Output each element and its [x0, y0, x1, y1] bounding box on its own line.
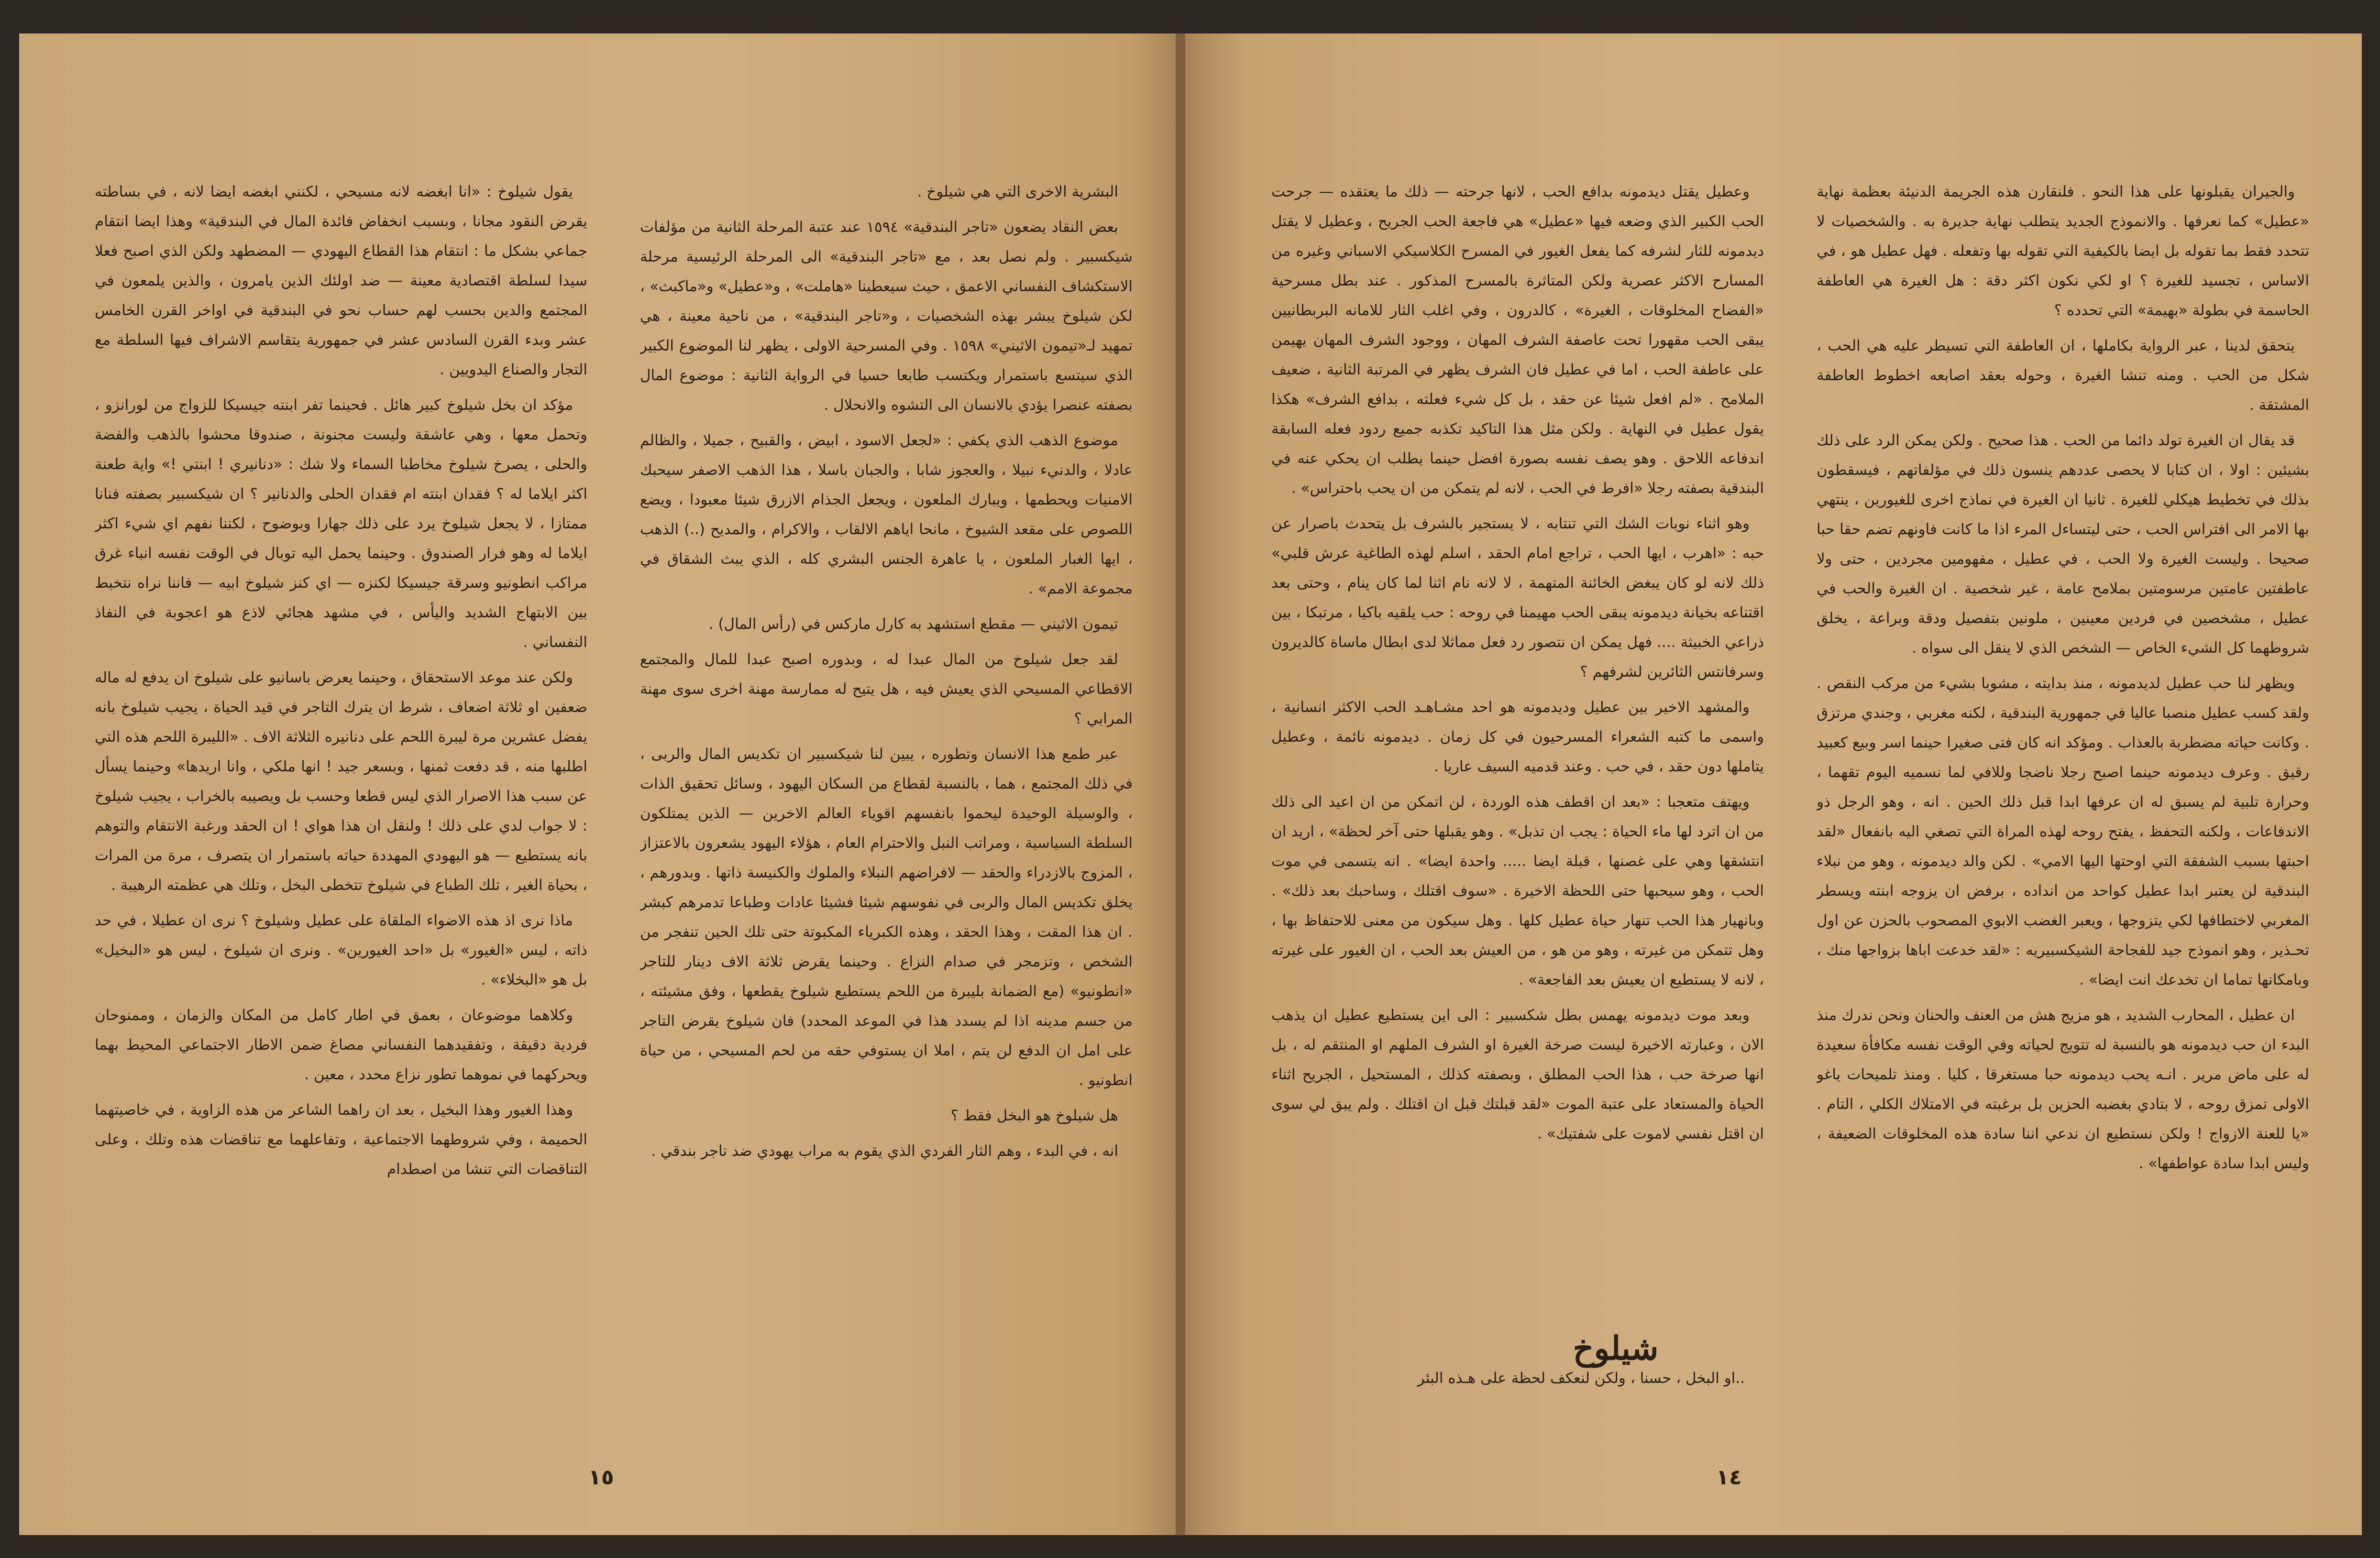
right-page-left-column: [1271, 177, 1764, 1315]
paragraph: انه ، في البدء ، وهم الثار الفردي الذي يقوم به مراب يهودي ضد تاجر بندقي .: [651, 1142, 1118, 1160]
right-page-right-column: [1817, 177, 2309, 1401]
paragraph: يقول شيلوخ : «انا ابغضه لانه مسيحي ، لكنني ابغضه ايضا لانه ، في بساطته يقرض النقود مجانا ، وبسبب انخفاض فائدة المال في البندقية» وهذا ايضا انتقام جماعي بشكل ما : انتقام هذا القطاع اليهودي — المضطهد ولكن الذي اصبح فعلا سيدا لسلطة اقتصادية معينة — ضد اولئك الذين يامرون ، والذين يلمعون في المجتمع والدين بحسب لهم حساب نحو في البندقية في اواخر القرن الخامس عشر وبدء القرن السادس عشر في جمهورية يتقاسم الاشراف فيها السلطة مع التجار والصناع اليدويين .: [95, 183, 587, 378]
page-number-15: ١٥: [588, 1465, 614, 1490]
paragraph: تيمون الاثيني — مقطع استشهد به كارل ماركس في (رأس المال) .: [708, 615, 1118, 633]
paragraph: عبر طمع هذا الانسان وتطوره ، يبين لنا شيكسبير ان تكديس المال والربى ، في ذلك المجتمع ، هما ، بالنسبة لقطاع من السكان اليهود ، وسائل تحقيق الذات ، والوسيلة الوحيدة ليحموا بانفسهم اقوياء العالم الاخرين — الذين يمتلكون السلطة السياسية ، ومراتب النبل والاحترام العام ، هؤلاء اليهود يشعرون بالاعتزاز ، المزوج بالازدراء والحقد — لافراضهم النبلاء والملوك والكنيسة ذاتها . وبدورهم ، يخلق تكديس المال والربى في نفوسهم شيئا فشيئا عادات وطباعا تدمرهم كبشر . ان هذا المقت ، وهذا الحقد ، وهذه الكبرياء المكبوتة حتى تلك الحين تنفجر من الشخص ، وتزمجر في صدام النزاع . وحينما يقرض ثلاثة الاف دينار للتاجر «انطونيو» (مع الضمانة بليبرة من اللحم يستطيع شيلوخ يقطعها ، وفق مشيئته ، من جسم مدينه اذا لم يسدد هذا في الموعد المحدد) فان شيلوخ يقرض التاجر على امل ان الدفع لن يتم ، املا ان يستوفي حقه من لحم المسيحي ، من حياة انطونيو .: [640, 746, 1133, 1089]
paragraph: وعطيل يقتل ديدمونه بدافع الحب ، لانها جرحته — ذلك ما يعتقده — جرحت الحب الكبير الذي وضعه فيها «عطيل» هي فاجعة الحب الجريح ، وعطيل لا يقتل ديدمونه للثار لشرفه كما يفعل الغيور في المسرح الكلاسيكي الاسباني وغيره من المسارح الاكثر عصرية ولكن المتاثرة بالمسرح المذكور . عند بطل مسرحية «الفضاح المخلوقات ، الغيرة» ، كالدرون ، وفي اغلب الثار للامانه البربطانيين يبقى الحب مقهورا تحت عاصفة الشرف المهان ، ووجود الشرف المهان يهيمن على عاطفة الحب ، اما في عطيل فان الشرف يظهر في المرتبة الثانية ، ضعيف الملامح . «لم افعل شيئا عن حقد ، بل كل شيء فعلته ، بدافع الشرف» هكذا يقول عطيل في النهاية . ولكن مثل هذا التاكيد تكذبه جميع ردود فعله السابقة اندفاعه اللاحق . وهو يصف نفسه بصورة افضل حينما يطلب ان يحكي عنه في البندقية بصفته رجلا «افرط في الحب ، لانه لم يتمكن من ان يحب باحتراس» .: [1271, 183, 1764, 497]
paragraph: ويهتف متعجبا : «بعد ان اقطف هذه الوردة ، لن اتمكن من ان اعيد الى ذلك من ان اترد لها ماء الحياة : يجب ان تذبل» . وهو يقبلها حتى آخر لحظة» ، اريد ان انتشقها وهي على غصنها ، قبلة ايضا ..... واحدة ايضا» . انه يتسمى في موت الحب ، وهو سيحبها حتى اللحظة الاخيرة . «سوف اقتلك ، وساحبك بعد ذلك» . وبانهيار هذا الحب تنهار حياة عطيل كلها . وهل سيكون من معنى للاحتفاظ بها ، وهل تتمكن من غيرته ، وهو من هو ، من العيش بعد الحب ، ان الغيور على غيرته ، لانه لا يستطيع ان يعيش بعد الفاجعة» .: [1271, 793, 1764, 988]
paragraph: لقد جعل شيلوخ من المال عبدا له ، وبدوره اصبح عبدا للمال والمجتمع الاقطاعي المسيحي الذي يعيش فيه ، هل يتيح له ممارسة مهنة اخرى سوى مهنة المرابي ؟: [640, 651, 1133, 727]
paragraph: وكلاهما موضوعان ، بعمق في اطار كامل من المكان والزمان ، وممنوحان فردية دقيقة ، وتفقيدهما النفساني مصاغ ضمن الاطار الاجتماعي المحيط بهما ويحركهما في نموهما تطور نزاع محدد ، معين .: [95, 1007, 587, 1083]
paragraph: موضوع الذهب الذي يكفي : «لجعل الاسود ، ابيض ، والقبيح ، جميلا ، والظالم عادلا ، والدنيء نبيلا ، والعجوز شابا ، والجبان باسلا ، هذا الذهب الاصفر سيحبك الامنيات ويحطمها ، ويبارك الملعون ، ويجعل الجذام الازرق شيئا معبودا ، ويضع اللصوص على مقعد الشيوخ ، مانحا اياهم الالقاب ، والاكرام ، والمديح (..) الذهب ، ايها الغبار الملعون ، يا عاهرة الجنس البشري كله ، الذي يبث الشقاق في مجموعة الامم» .: [640, 432, 1133, 597]
paragraph: بعض النقاد يضعون «تاجر البندقية» ١٥٩٤ عند عتبة المرحلة الثانية من مؤلفات شيكسبير . ولم نصل بعد ، مع «تاجر البندقية» الى المرحلة الرئيسية مرحلة الاستكشاف النفساني الاعمق ، حيث سيعطينا «هاملت» ، و«عطيل» و«ماكبث» ، لكن شيلوخ يبشر بهذه الشخصيات ، و«تاجر البندقية» ، من ناحية معينة ، هي تمهيد لـ«تيمون الاثيني» ١٥٩٨ . وفي المسرحية الاولى ، يظهر لنا الموضوع الكبير الذي سيتسع باستمرار ويكتسب طابعا حسيا في الرواية الثانية : موضوع المال بصفته عنصرا يؤدي بالانسان الى التشوه والانحلال .: [640, 219, 1133, 414]
left-page: [19, 33, 1176, 1535]
paragraph: وبعد موت ديدمونه يهمس بطل شكسبير : الى اين يستطيع عطيل ان يذهب الان ، وعبارته الاخيرة ليست صرخة الغيرة او الشرف الملهم او المنتقم له ، بل انها صرخة حب ، هذا الحب المطلق ، وبصفته كذلك ، المستحيل ، الجريح اثناء الحياة والمستعاد على عتبة الموت «لقد قبلتك قبل ان اقتلك . ولم يبق لي سوى ان اقتل نفسي لاموت على شفتيك» .: [1271, 1007, 1764, 1142]
paragraph: ولكن عند موعد الاستحقاق ، وحينما يعرض باسانيو على شيلوخ ان يدفع له ماله ضعفين او ثلاثة اضعاف ، شرط ان يترك التاجر في قيد الحياة ، يجيب شيلوخ بانه يفضل عشرين مرة ليبرة اللحم على دنانيره الثلاثة الاف . «الليبرة اللحم هذه التي اطلبها منه ، قد دفعت ثمنها ، وبسعر جيد ! انها ملكي ، وانا اريدها» وحينما يسأل عن سبب هذا الاصرار الذي ليس قطعا وحسب بل ويصيبه بالخراب ، يجيب شيلوخ : لا جواب لدي على ذلك ! ولنقل ان هذا هواي ! ان الحقد ورغبة الانتقام والتوهم بانه يستطيع — هو اليهودي المهددة حياته باستمرار ان يتصرف ، مرة من المرات ، بحياة الغير ، تلك الطباع في شيلوخ تتخطى البخل ، وتلك هي عظمته الرهيبة .: [95, 669, 587, 894]
paragraph: ان عطيل ، المحارب الشديد ، هو مزيج هش من العنف والحنان ونحن ندرك منذ البدء ان حب ديدمونه هو بالنسبة له تتويج لحياته وفي الوقت نفسه مكافأة سعيدة له على ماض مرير . انـه يحب ديدمونه حبا مستغرقا ، كليا . ومنذ تلميحات ياغو الاولى تمزق روحه ، لا بتادي بغضبه الحزين بل برغبته في الامتلاك الكلي ، التام . «يا للعنة الازواج ! ولكن نستطيع ان ندعي اننا سادة هذه المخلوقات الضعيفة ، وليس ابدا سادة عواطفها» .: [1817, 1007, 2309, 1172]
section-heading: شيلوخ: [1573, 1329, 1659, 1368]
paragraph: يتحقق لدينا ، عبر الرواية بكاملها ، ان العاطفة التي تسيطر عليه هي الحب ، شكل من الحب . ومنه تنشا الغيرة ، وحوله بعقد اصابعه اخطوط العاطفة المشتقة .: [1817, 337, 2309, 414]
paragraph: ماذا نرى اذ هذه الاضواء الملقاة على عطيل وشيلوخ ؟ نرى ان عطيلا ، في حد ذاته ، ليس «الغيور» بل «احد الغيورين» . ونرى ان شيلوخ ، ليس هو «البخيل» بل هو «البخلاء» .: [95, 912, 587, 988]
paragraph: مؤكد ان بخل شيلوخ كبير هائل . فحينما تفر ابنته جيسيكا للزواج من لورانزو ، وتحمل معها ، وهي عاشقة وليست مجنونة ، صندوقا محشوا بالذهب والفضة والحلى ، يصرخ شيلوخ مخاطبا السماء ولا شك : «دنانيري ! ابنتي !» واية طعنة اكثر ايلاما له ؟ فقدان ابنته ام فقدان الحلى والدنانير ؟ ان شيكسبير بصفته فنانا ممتازا ، لا يجعل شيلوخ يرد على ذلك جهارا وبوضوح ، لكننا نفهم اي شيء اكثر ايلاما له وهو فرار الصندوق . وحينما يحمل اليه توبال في الوقت نفسه انباء غرق مراكب انطونيو وسرقة جيسيكا لكنزه — اي كنز شيلوخ ابيه — فاننا نراه نتخبط بين الابتهاج الشديد واليأس ، في مشهد هجائي لاذع هو اعجوبة في النفاذ النفساني .: [95, 396, 587, 651]
right-page: [1185, 33, 2362, 1535]
page-number-14: ١٤: [1716, 1465, 1742, 1490]
paragraph: هل شيلوخ هو البخل فقط ؟: [950, 1107, 1118, 1124]
section-caption: ..او البخل ، حسنا ، ولكن لنعكف لحظة على هـذه البئر: [1417, 1370, 1745, 1387]
paragraph: وهو اثناء نوبات الشك التي تنتابه ، لا يستجير بالشرف بل يتحدث باصرار عن حبه : «اهرب ، ايها الحب ، تراجع امام الحقد ، اسلم لهذه الطاغية عرش قلبي» ذلك لانه لو كان يبغض الخائنة المتهمة ، لا لانه نام اثنا لما كان ينام ، وحتى بعد اقتناعه بخيانة ديدمونه يبقى الحب مهيمنا في روحه : حب يلقيه باكيا ، مرتبكا ، بين ذراعي الخبيثة .... فهل يمكن ان نتصور رد فعل مماثلا لدى ابطال ماساة كالديرون وسرفانتس الثائرين لشرفهم ؟: [1271, 515, 1764, 680]
book-gutter: [1176, 33, 1185, 1535]
paragraph: وهذا الغيور وهذا البخيل ، بعد ان راهما الشاعر من هذه الزاوية ، في خاصيتهما الحميمة ، وفي شروطهما الاجتماعية ، وتفاعلهما مع تناقضات هذه وتلك ، وعلى التناقضات التي تنشا من اصطدام: [95, 1101, 587, 1178]
paragraph: قد يقال ان الغيرة تولد دائما من الحب . هذا صحيح . ولكن يمكن الرد على ذلك بشيئين : اولا ، ان كتابا لا يحصى عددهم ينسون ذلك في مؤلفاتهم ، فيسقطون بذلك في تخطيط هيكلي للغيرة . ثانيا ان الغيرة في نماذج اخرى للغيورين ، ينتهي بها الامر الى افتراس الحب ، حتى ليتساءل المرء اذا ما كانت فاونهم تضم حقا حبا صحيحا . وليست الغيرة ولا الحب ، في عطيل ، مفهومين مجردين ، حتى ولا عاطفتين عامتين مرسومتين بملامح عامة ، غير شخصية . ان الغيرة والحب في عطيل ، مشخصين في فردين معينين ، ملونين بتفصيل ودقة وبراعة ، يخلق شروطهما كل الشيء الخاص — الشخص الذي لا ينقل الى سواه .: [1817, 432, 2309, 657]
paragraph: البشرية الاخرى التي هي شيلوخ .: [917, 183, 1118, 200]
paragraph: والمشهد الاخير بين عطيل وديدمونه هو احد مشـاهـد الحب الاكثر انسانية ، واسمى ما كتبه الشعراء المسرحيون في كل زمان . ديدمونه نائمة ، وعطيل يتاملها دون حقد ، في حب . وعند قدميه السيف عاريا .: [1271, 699, 1764, 775]
paragraph: والجيران يقبلونها على هذا النحو . فلنقارن هذه الجريمة الدنيئة بعظمة نهاية «عطيل» كما نعرفها . والانموذج الجديد يتطلب نهاية جديرة به . والشخصيات لا تتحدد فقط بما تقوله بل ايضا بالكيفية التي تقوله بها وتفعله . فهل عطيل هو ، في الاساس ، تجسيد للغيرة ؟ او لكي نكون اكثر دقة : هل الغيرة هي العاطفة الحاسمة في بطولة «بهيمة» التي تحدده ؟: [1817, 183, 2309, 319]
paragraph: ويظهر لنا حب عطيل لديدمونه ، منذ بدايته ، مشوبا بشيء من مركب النقص . ولقد كسب عطيل منصبا عاليا في جمهورية البندقية ، لكنه مغربي ، وجندي مرتزق . وكانت حياته مضطربة بالعذاب . ومؤكد انه كان فتى صغيرا حينما اسر وبيع كعبيد رقيق . وعرف ديدمونه حينما اصبح رجلا ناضجا وللافي لما نسميه اليوم تقهما ، وحرارة تلبية لم يسبق له ان عرفها ابدا قبل ذلك الحين . انه ، وهو الرجل ذو الاندفاعات ، ولكنه التحفظ ، يفتح روحه لهذه المراة التي تصغي اليه بانفعال «لقد احبتها بسبب الشفقة التي اوحتها اليها الامي» . لكن والد ديدمونه ، وهو من نبلاء البندقية لن يعتبر ابدا عطيل كواحد من انداده ، برفض ان يزوجه ابنته ويسطر المغربي لاختطافها لكي يتزوجها ، ويعبر الغضب الابوي المصحوب بالحزن عن اول تحـذير ، وهو انموذج جيد للفجاجة الشيكسبيريه : «لقد خدعت اباها بزواجها منك ، وبامكانها تماما ان تخدعك انت ايضا» .: [1817, 675, 2309, 988]
left-page-left-column: [95, 177, 587, 1401]
left-page-right-column: [640, 177, 1133, 1401]
